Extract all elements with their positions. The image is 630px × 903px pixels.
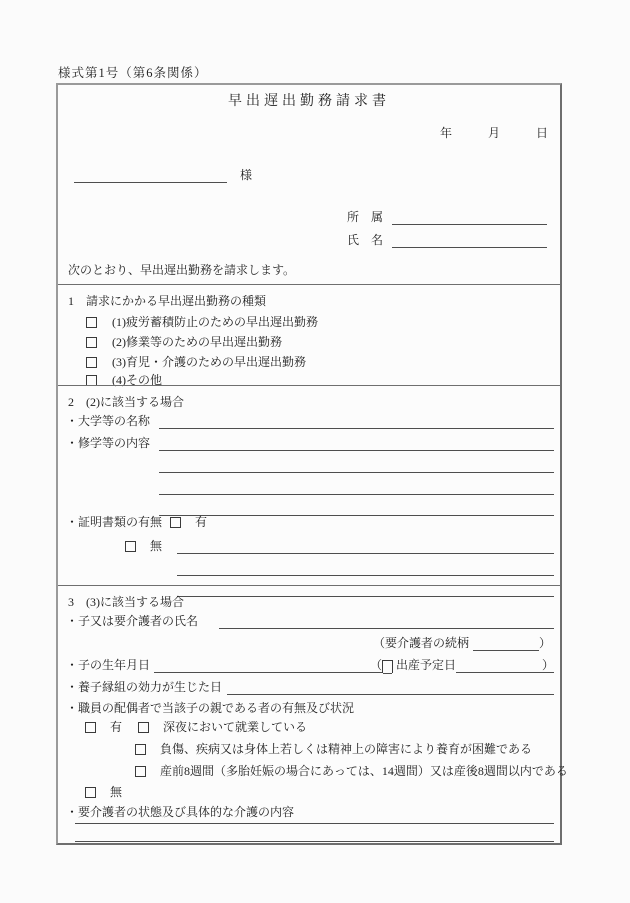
study-content-underline[interactable] [159, 436, 554, 451]
study-content-label: ・修学等の内容 [66, 436, 151, 450]
person-name-row [58, 613, 554, 629]
spouse-yes-row [58, 719, 554, 735]
blank-underline[interactable] [177, 561, 554, 576]
spouse-condition-row [58, 763, 568, 779]
section-2 [58, 385, 560, 586]
spouse-no-checkbox[interactable] [85, 787, 96, 798]
certificate-yes-label: 有 [195, 515, 208, 529]
due-date-suffix: ） [541, 658, 554, 672]
month-label: 月 [487, 126, 500, 140]
birth-date-row [58, 657, 554, 673]
certificate-no-underline[interactable] [177, 539, 554, 554]
spouse-condition-3-checkbox[interactable] [135, 766, 146, 777]
certificate-no-label: 無 [150, 539, 163, 553]
relation-suffix: ） [539, 636, 552, 650]
spouse-no-row [58, 784, 554, 800]
spouse-condition-1-checkbox[interactable] [138, 722, 149, 733]
checkbox-option-2[interactable] [86, 337, 97, 348]
form-code-label: 様式第1号（第6条関係） [58, 66, 208, 80]
option-1-label: (1)疲労蓄積防止のための早出遅出勤務 [112, 315, 318, 329]
addressee-underline[interactable] [74, 168, 227, 183]
year-label: 年 [439, 126, 452, 140]
option-3-label: (3)育児・介護のための早出遅出勤務 [112, 355, 306, 369]
option-2-label: (2)修業等のための早出遅出勤務 [112, 335, 282, 349]
section-3-heading: 3 (3)に該当する場合 [68, 595, 184, 609]
name-row [58, 232, 554, 248]
option-row [58, 314, 554, 330]
university-name-label: ・大学等の名称 [66, 414, 151, 428]
adoption-row [58, 679, 554, 695]
person-name-label: ・子又は要介護者の氏名 [66, 614, 199, 628]
spouse-condition-1-label: 深夜において就業している [163, 720, 308, 734]
checkbox-option-1[interactable] [86, 317, 97, 328]
spouse-condition-3-label: 産前8週間（多胎妊娠の場合にあっては、14週間）又は産後8週間以内である [160, 764, 568, 778]
name-underline[interactable] [392, 233, 547, 248]
spouse-no-label: 無 [110, 785, 123, 799]
due-date-checkbox[interactable] [382, 660, 393, 673]
option-4-label: (4)その他 [112, 373, 162, 387]
blank-underline[interactable] [75, 809, 554, 824]
day-label: 日 [535, 126, 548, 140]
form-title: 早出遅出勤務請求書 [228, 94, 390, 109]
blank-line-row [58, 479, 554, 495]
blank-underline[interactable] [159, 458, 554, 473]
university-name-row [58, 413, 554, 429]
option-row [58, 334, 554, 350]
certificate-no-row [58, 538, 554, 554]
certificate-yes-checkbox[interactable] [170, 517, 181, 528]
intro-text: 次のとおり、早出遅出勤務を請求します。 [68, 263, 296, 277]
affiliation-label: 所 属 [347, 210, 384, 224]
due-date-underline[interactable] [456, 658, 542, 673]
blank-line-row [58, 827, 554, 842]
due-date-prefix: （ [370, 658, 383, 672]
certificate-label: ・証明書類の有無 [66, 515, 163, 529]
spouse-yes-checkbox[interactable] [85, 722, 96, 733]
section-3 [58, 585, 568, 843]
addressee-suffix: 様 [240, 168, 253, 182]
care-detail-label: ・要介護者の状態及び具体的な介護の内容 [66, 805, 295, 819]
relation-row [58, 635, 554, 651]
name-label: 氏 名 [347, 233, 384, 247]
date-line [58, 125, 560, 141]
affiliation-underline[interactable] [392, 210, 547, 225]
spouse-yes-label: 有 [110, 720, 123, 734]
birth-date-underline[interactable] [154, 658, 370, 673]
study-content-row [58, 435, 554, 451]
person-name-underline[interactable] [219, 614, 554, 629]
option-row [58, 354, 554, 370]
addressee-row [58, 167, 554, 183]
blank-line-row [58, 808, 554, 824]
blank-underline[interactable] [159, 480, 554, 495]
birth-date-label: ・子の生年月日 [66, 658, 151, 672]
relation-prefix: （要介護者の続柄 [373, 636, 470, 650]
affiliation-row [58, 209, 554, 225]
spouse-status-label: ・職員の配偶者で当該子の親である者の有無及び状況 [66, 701, 355, 715]
section-1 [58, 284, 560, 386]
blank-line-row [58, 560, 554, 576]
blank-underline[interactable] [75, 827, 554, 842]
intro-row [58, 262, 554, 278]
relation-underline[interactable] [473, 636, 539, 651]
certificate-row [58, 514, 554, 530]
blank-line-row [58, 457, 554, 473]
form-box [56, 83, 568, 845]
spouse-condition-2-checkbox[interactable] [135, 744, 146, 755]
section-1-heading: 1 請求にかかる早出遅出勤務の種類 [68, 294, 267, 308]
university-name-underline[interactable] [159, 414, 554, 429]
section-header [58, 85, 560, 284]
adoption-underline[interactable] [227, 680, 554, 695]
spouse-condition-row [58, 741, 554, 757]
section-2-heading: 2 (2)に該当する場合 [68, 395, 184, 409]
spouse-status-row [58, 700, 554, 716]
checkbox-option-3[interactable] [86, 357, 97, 368]
certificate-no-checkbox[interactable] [125, 541, 136, 552]
due-date-label: 出産予定日 [396, 658, 457, 672]
spouse-condition-2-label: 負傷、疾病又は身体上若しくは精神上の障害により養育が困難である [160, 742, 533, 756]
adoption-label: ・養子縁組の効力が生じた日 [66, 680, 223, 694]
